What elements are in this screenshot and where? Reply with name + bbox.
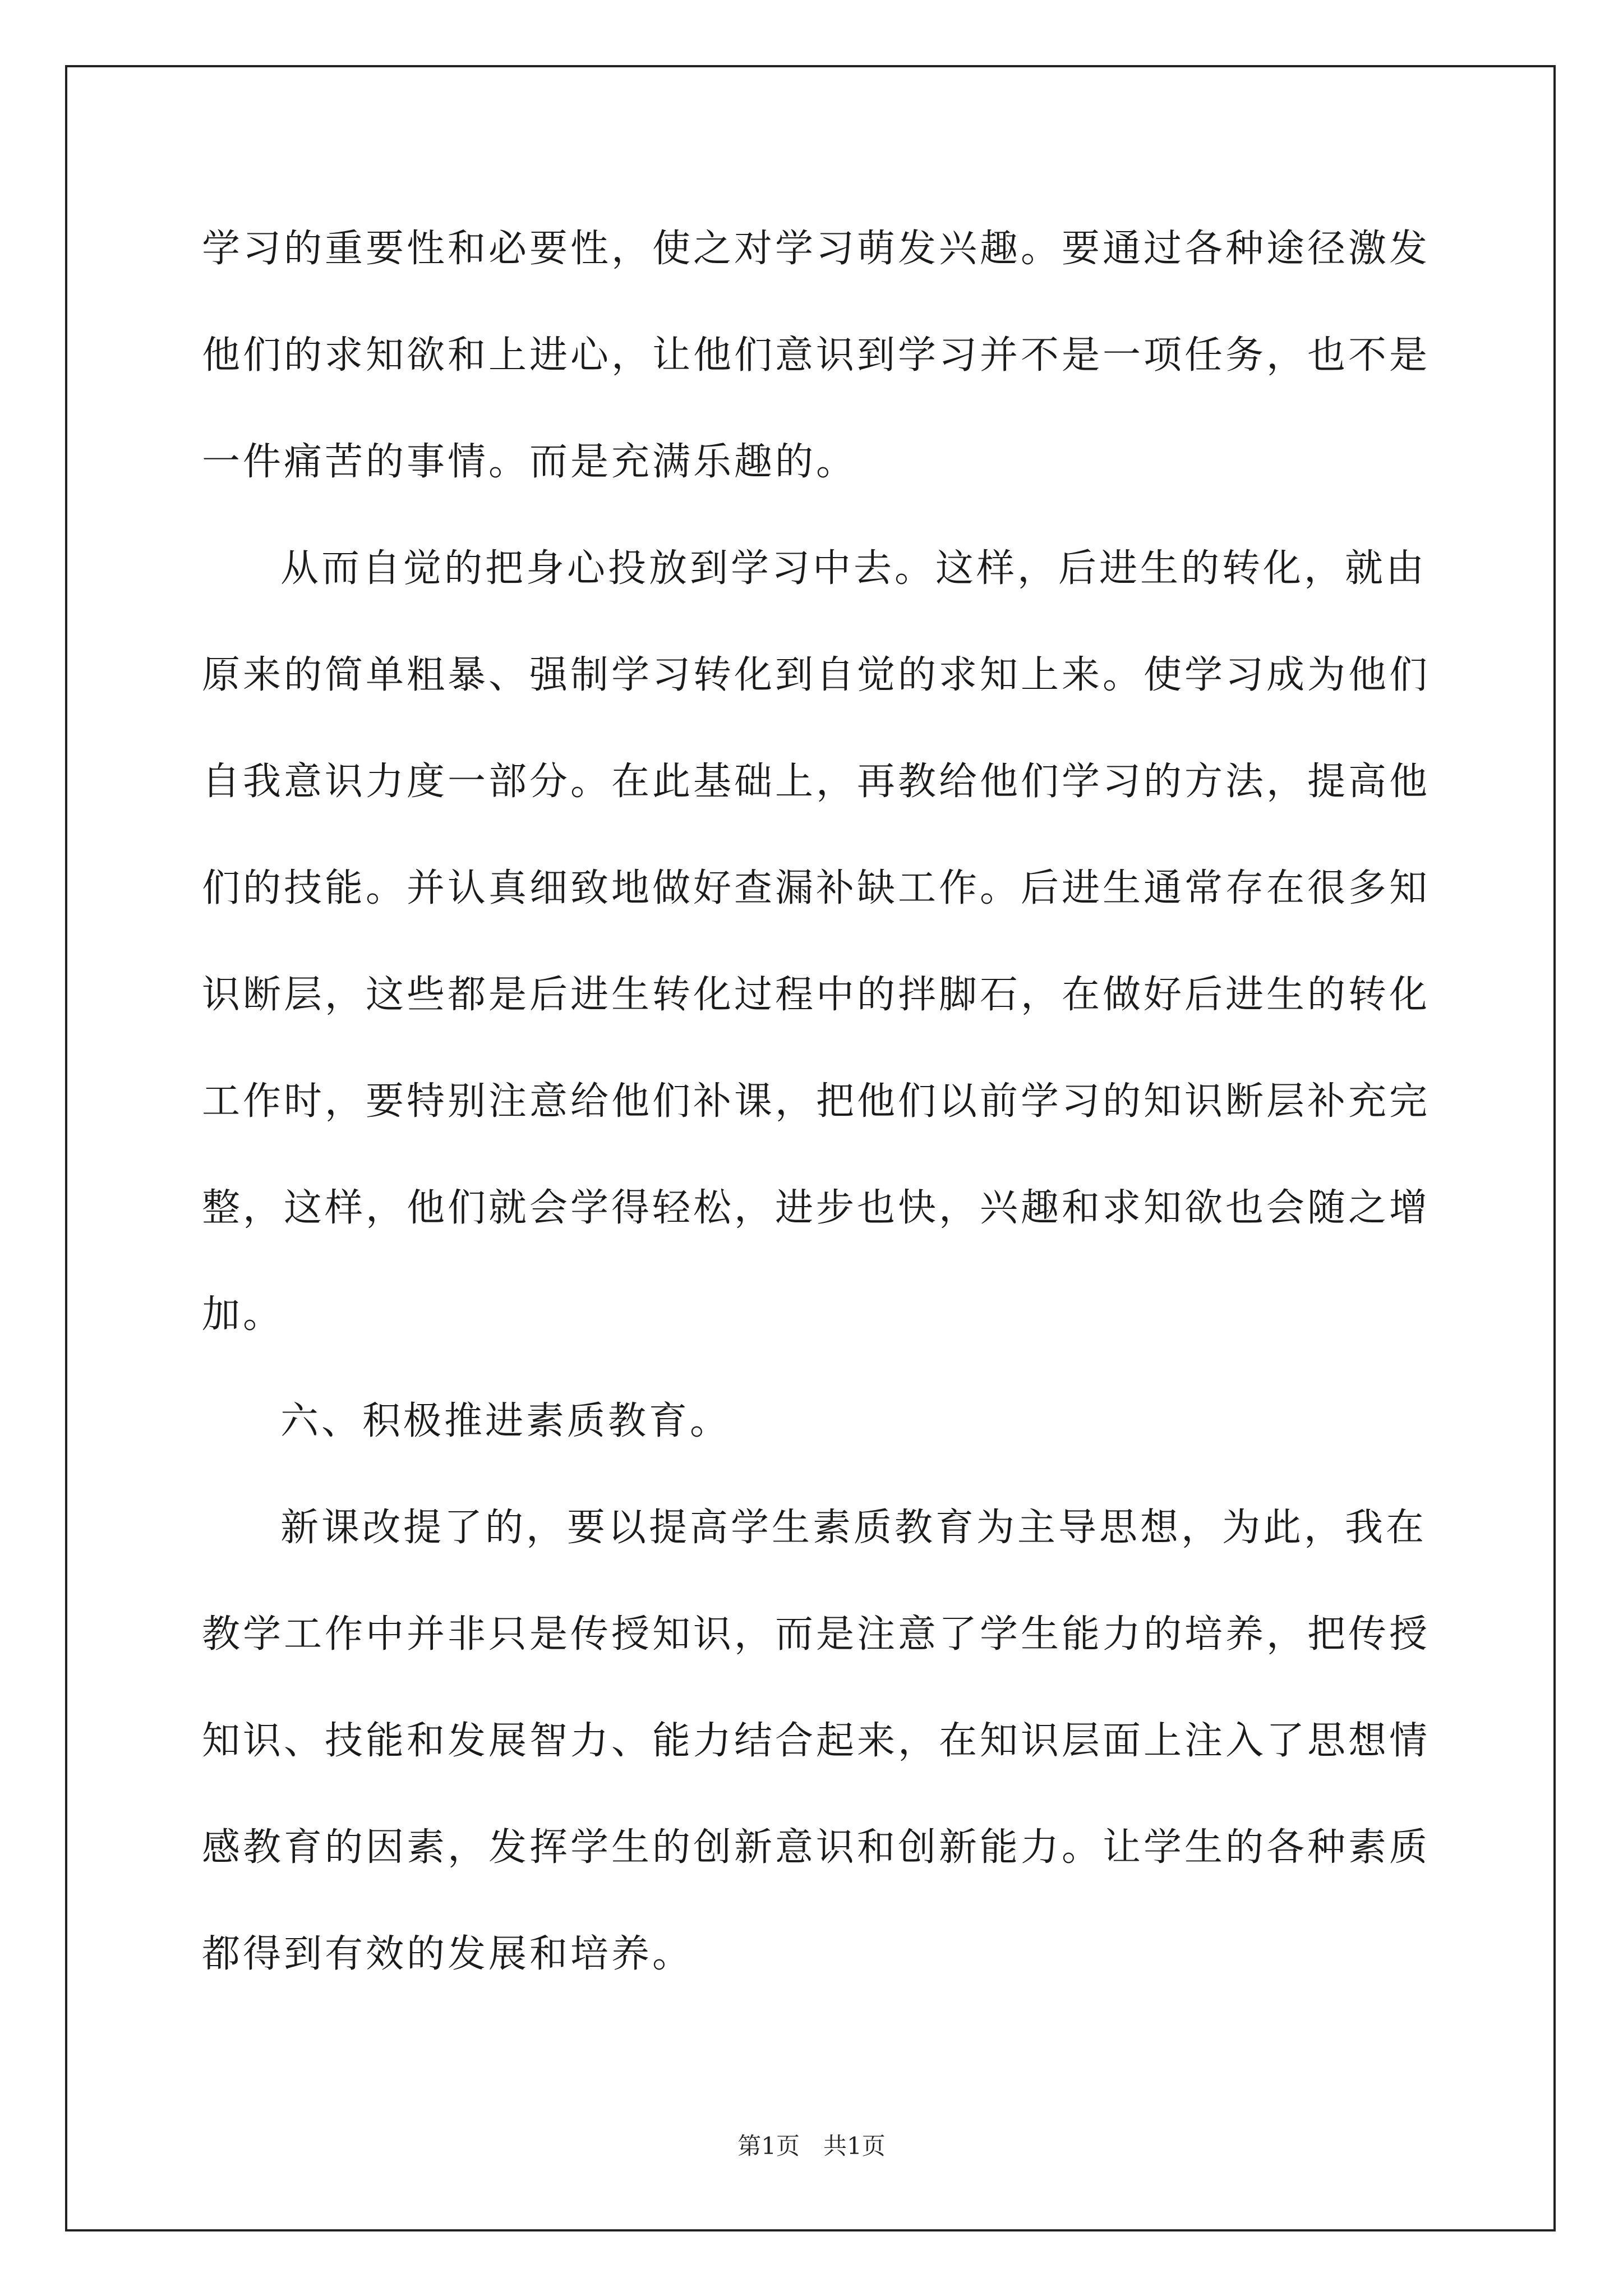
text-line: 一件痛苦的事情。而是充满乐趣的。 (202, 440, 857, 484)
text-line: 知识、技能和发展智力、能力结合起来，在知识层面上注入了思想情 (202, 1719, 1431, 1763)
section-heading: 六、积极推进素质教育。 (280, 1399, 731, 1443)
text-line: 原来的简单粗暴、强制学习转化到自觉的求知上来。使学习成为他们 (202, 653, 1431, 697)
text-line: 加。 (202, 1292, 284, 1337)
text-line: 工作时，要特别注意给他们补课，把他们以前学习的知识断层补充完 (202, 1079, 1431, 1124)
page-number-footer: 第1页 共1页 (737, 2132, 886, 2160)
text-line: 都得到有效的发展和培养。 (202, 1932, 694, 1976)
text-line: 感教育的因素，发挥学生的创新意识和创新能力。让学生的各种素质 (202, 1825, 1431, 1870)
document-body (202, 215, 1436, 2027)
text-line: 们的技能。并认真细致地做好查漏补缺工作。后进生通常存在很多知 (202, 866, 1431, 910)
text-line: 他们的求知欲和上进心，让他们意识到学习并不是一项任务，也不是 (202, 333, 1431, 378)
text-line: 自我意识力度一部分。在此基础上，再教给他们学习的方法，提高他 (202, 760, 1431, 804)
paragraph-first-line: 新课改提了的，要以提高学生素质教育为主导思想，为此，我在 (280, 1506, 1427, 1550)
text-line: 学习的重要性和必要性，使之对学习萌发兴趣。要通过各种途径激发 (202, 227, 1431, 271)
text-line: 整，这样，他们就会学得轻松，进步也快，兴趣和求知欲也会随之增 (202, 1186, 1431, 1230)
paragraph-first-line: 从而自觉的把身心投放到学习中去。这样，后进生的转化，就由 (280, 546, 1427, 591)
text-line: 教学工作中并非只是传授知识，而是注意了学生能力的培养，把传授 (202, 1612, 1431, 1657)
text-line: 识断层，这些都是后进生转化过程中的拌脚石，在做好后进生的转化 (202, 973, 1431, 1017)
